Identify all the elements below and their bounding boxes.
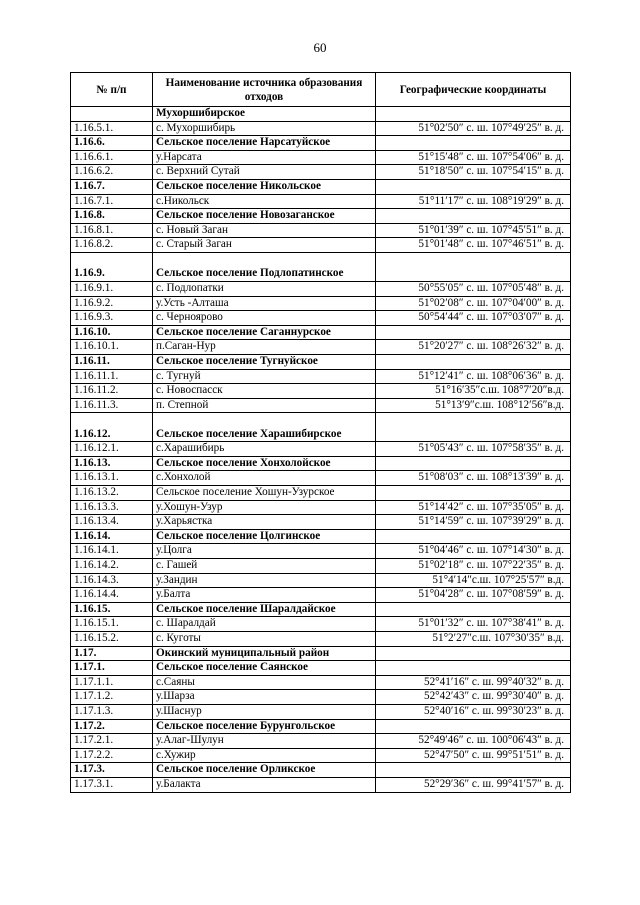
row-number: 1.16.13.: [71, 456, 153, 471]
row-coordinates: 51°2′27″с.ш. 107°30′35″ в.д.: [376, 632, 571, 647]
header-coordinates: Географические координаты: [376, 73, 571, 107]
row-coordinates: 52°49′46″ с. ш. 100°06′43″ в. д.: [376, 734, 571, 749]
row-source-name: с.Харашибирь: [153, 442, 376, 457]
row-coordinates: 51°02′18″ с. ш. 107°22′35″ в. д.: [376, 559, 571, 574]
row-coordinates: 52°40′16″ с. ш. 99°30′23″ в. д.: [376, 704, 571, 719]
table-row: [71, 194, 571, 209]
row-coordinates: [376, 179, 571, 194]
row-coordinates: [376, 661, 571, 676]
row-coordinates: [376, 252, 571, 281]
row-number: 1.16.10.1.: [71, 340, 153, 355]
table-row: [71, 632, 571, 647]
row-source-name: с. Подлопатки: [153, 281, 376, 296]
row-number: 1.16.11.2.: [71, 384, 153, 399]
row-number: 1.16.8.2.: [71, 238, 153, 253]
row-coordinates: 51°20′27″ с. ш. 108°26′32″ в. д.: [376, 340, 571, 355]
row-number: 1.16.15.2.: [71, 632, 153, 647]
row-coordinates: 50°54′44″ с. ш. 107°03′07″ в. д.: [376, 311, 571, 326]
row-number: 1.17.1.2.: [71, 690, 153, 705]
row-source-name: с. Старый Заган: [153, 238, 376, 253]
row-coordinates: 51°08′03″ с. ш. 108°13′39″ в. д.: [376, 471, 571, 486]
row-source-name: у.Цолга: [153, 544, 376, 559]
row-source-name: у.Алаг-Шулун: [153, 734, 376, 749]
row-number: 1.16.12.1.: [71, 442, 153, 457]
row-coordinates: 51°04′28″ с. ш. 107°08′59″ в. д.: [376, 588, 571, 603]
row-source-name: с. Тугнуй: [153, 369, 376, 384]
table-row: [71, 471, 571, 486]
table-row: [71, 456, 571, 471]
row-source-name: у.Зандин: [153, 573, 376, 588]
row-source-name: Окинский муниципальный район: [153, 646, 376, 661]
row-coordinates: 52°41′16″ с. ш. 99°40′32″ в. д.: [376, 675, 571, 690]
table-row: [71, 748, 571, 763]
row-number: 1.16.11.: [71, 354, 153, 369]
row-number: 1.16.6.2.: [71, 165, 153, 180]
row-number: 1.16.15.: [71, 602, 153, 617]
row-number: 1.16.13.3.: [71, 500, 153, 515]
row-source-name: у.Шарза: [153, 690, 376, 705]
row-coordinates: [376, 209, 571, 224]
table-row: [71, 398, 571, 413]
table-row: [71, 675, 571, 690]
table-row: [71, 442, 571, 457]
row-coordinates: 51°05′43″ с. ш. 107°58′35″ в. д.: [376, 442, 571, 457]
row-coordinates: [376, 107, 571, 122]
row-number: 1.16.13.4.: [71, 515, 153, 530]
row-coordinates: [376, 136, 571, 151]
row-coordinates: [376, 719, 571, 734]
row-source-name: с. Мухоршибирь: [153, 121, 376, 136]
row-source-name: с. Гашей: [153, 559, 376, 574]
row-source-name: Сельское поселение Харашибирское: [153, 413, 376, 442]
row-coordinates: [376, 529, 571, 544]
table-row: [71, 646, 571, 661]
row-source-name: п. Степной: [153, 398, 376, 413]
table-row: [71, 150, 571, 165]
row-number: 1.16.6.: [71, 136, 153, 151]
table-row: [71, 763, 571, 778]
table-row: [71, 573, 571, 588]
row-source-name: с.Хонхолой: [153, 471, 376, 486]
table-row: [71, 544, 571, 559]
table-row: [71, 354, 571, 369]
table-row: [71, 719, 571, 734]
row-number: 1.16.8.1.: [71, 223, 153, 238]
row-number: 1.16.14.2.: [71, 559, 153, 574]
row-source-name: Сельское поселение Саганнурское: [153, 325, 376, 340]
row-number: 1.16.11.1.: [71, 369, 153, 384]
table-body: [71, 107, 571, 793]
row-source-name: у.Балакта: [153, 777, 376, 792]
row-coordinates: [376, 456, 571, 471]
row-number: 1.16.8.: [71, 209, 153, 224]
row-source-name: Сельское поселение Никольское: [153, 179, 376, 194]
table-row: [71, 340, 571, 355]
row-number: 1.17.2.1.: [71, 734, 153, 749]
row-coordinates: 51°12′41″ с. ш. 108°06′36″ в. д.: [376, 369, 571, 384]
table-row: [71, 252, 571, 281]
table-row: [71, 369, 571, 384]
row-number: 1.16.9.: [71, 252, 153, 281]
row-source-name: Сельское поселение Бурунгольское: [153, 719, 376, 734]
row-coordinates: 51°15′48″ с. ш. 107°54′06″ в. д.: [376, 150, 571, 165]
row-source-name: с. Черноярово: [153, 311, 376, 326]
page-number: 60: [313, 40, 327, 55]
row-coordinates: 51°18′50″ с. ш. 107°54′15″ в. д.: [376, 165, 571, 180]
row-coordinates: [376, 763, 571, 778]
row-coordinates: 51°01′39″ с. ш. 107°45′51″ в. д.: [376, 223, 571, 238]
row-number: 1.17.3.: [71, 763, 153, 778]
row-number: 1.16.11.3.: [71, 398, 153, 413]
row-coordinates: [376, 486, 571, 501]
table-row: [71, 617, 571, 632]
row-number: 1.16.7.1.: [71, 194, 153, 209]
row-coordinates: [376, 325, 571, 340]
row-source-name: у.Нарсата: [153, 150, 376, 165]
table-header-row: [71, 73, 571, 107]
row-coordinates: 51°11′17″ с. ш. 108°19′29″ в. д.: [376, 194, 571, 209]
row-coordinates: 52°42′43″ с. ш. 99°30′40″ в. д.: [376, 690, 571, 705]
table-row: [71, 296, 571, 311]
row-source-name: у.Усть -Алташа: [153, 296, 376, 311]
row-number: 1.16.9.1.: [71, 281, 153, 296]
row-number: 1.16.10.: [71, 325, 153, 340]
table-row: [71, 107, 571, 122]
table-row: [71, 486, 571, 501]
table-row: [71, 223, 571, 238]
row-source-name: Сельское поселение Тугнуйское: [153, 354, 376, 369]
row-source-name: с. Куготы: [153, 632, 376, 647]
row-source-name: Мухоршибирское: [153, 107, 376, 122]
row-coordinates: 51°01′32″ с. ш. 107°38′41″ в. д.: [376, 617, 571, 632]
row-coordinates: 52°29′36″ с. ш. 99°41′57″ в. д.: [376, 777, 571, 792]
table-row: [71, 529, 571, 544]
row-coordinates: [376, 354, 571, 369]
row-number: 1.16.14.4.: [71, 588, 153, 603]
row-source-name: Сельское поселение Нарсатуйское: [153, 136, 376, 151]
row-source-name: у.Балта: [153, 588, 376, 603]
table-row: [71, 311, 571, 326]
table-row: [71, 179, 571, 194]
row-number: 1.16.14.: [71, 529, 153, 544]
row-source-name: Сельское поселение Цолгинское: [153, 529, 376, 544]
row-coordinates: [376, 602, 571, 617]
row-number: 1.17.2.2.: [71, 748, 153, 763]
row-coordinates: 51°04′46″ с. ш. 107°14′30″ в. д.: [376, 544, 571, 559]
table-row: [71, 384, 571, 399]
table-row: [71, 325, 571, 340]
row-coordinates: 51°16′35″с.ш. 108°7′20″в.д.: [376, 384, 571, 399]
row-coordinates: 51°01′48″ с. ш. 107°46′51″ в. д.: [376, 238, 571, 253]
row-source-name: с.Саяны: [153, 675, 376, 690]
row-source-name: с. Новый Заган: [153, 223, 376, 238]
table-row: [71, 734, 571, 749]
row-number: 1.17.1.1.: [71, 675, 153, 690]
table-row: [71, 136, 571, 151]
row-number: 1.16.13.1.: [71, 471, 153, 486]
row-number: 1.17.: [71, 646, 153, 661]
row-number: 1.17.3.1.: [71, 777, 153, 792]
table-row: [71, 238, 571, 253]
row-source-name: Сельское поселение Шаралдайское: [153, 602, 376, 617]
row-number: 1.16.12.: [71, 413, 153, 442]
row-source-name: Сельское поселение Новозаганское: [153, 209, 376, 224]
table-row: [71, 515, 571, 530]
row-number: 1.16.9.3.: [71, 311, 153, 326]
row-number: 1.16.13.2.: [71, 486, 153, 501]
row-coordinates: 51°02′08″ с. ш. 107°04′00″ в. д.: [376, 296, 571, 311]
row-source-name: Сельское поселение Подлопатинское: [153, 252, 376, 281]
row-source-name: Сельское поселение Саянское: [153, 661, 376, 676]
row-source-name: с.Никольск: [153, 194, 376, 209]
row-source-name: у.Харьястка: [153, 515, 376, 530]
table-row: [71, 559, 571, 574]
row-coordinates: 51°14′42″ с. ш. 107°35′05″ в. д.: [376, 500, 571, 515]
table-row: [71, 777, 571, 792]
table-row: [71, 413, 571, 442]
table-row: [71, 704, 571, 719]
row-number: 1.16.6.1.: [71, 150, 153, 165]
row-source-name: Сельское поселение Орликское: [153, 763, 376, 778]
row-source-name: с. Верхний Сутай: [153, 165, 376, 180]
row-number: [71, 107, 153, 122]
table-row: [71, 500, 571, 515]
table-row: [71, 209, 571, 224]
row-number: 1.16.15.1.: [71, 617, 153, 632]
header-number: № п/п: [71, 73, 153, 107]
table-row: [71, 661, 571, 676]
row-coordinates: 52°47′50″ с. ш. 99°51′51″ в. д.: [376, 748, 571, 763]
table-row: [71, 165, 571, 180]
row-number: 1.17.1.: [71, 661, 153, 676]
row-coordinates: [376, 646, 571, 661]
row-coordinates: [376, 413, 571, 442]
table-row: [71, 690, 571, 705]
table-row: [71, 588, 571, 603]
row-source-name: с. Новоспасск: [153, 384, 376, 399]
coordinates-table: [70, 72, 571, 793]
table-row: [71, 121, 571, 136]
row-number: 1.16.7.: [71, 179, 153, 194]
row-source-name: у.Шаснур: [153, 704, 376, 719]
row-source-name: с.Хужир: [153, 748, 376, 763]
table-row: [71, 281, 571, 296]
row-coordinates: 51°02′50″ с. ш. 107°49′25″ в. д.: [376, 121, 571, 136]
row-coordinates: 51°14′59″ с. ш. 107°39′29″ в. д.: [376, 515, 571, 530]
row-source-name: Сельское поселение Хонхолойское: [153, 456, 376, 471]
row-number: 1.17.1.3.: [71, 704, 153, 719]
row-number: 1.17.2.: [71, 719, 153, 734]
row-source-name: у.Хошун-Узур: [153, 500, 376, 515]
row-number: 1.16.5.1.: [71, 121, 153, 136]
row-coordinates: 51°13′9″с.ш. 108°12′56″в.д.: [376, 398, 571, 413]
row-source-name: Сельское поселение Хошун-Узурское: [153, 486, 376, 501]
row-number: 1.16.9.2.: [71, 296, 153, 311]
row-coordinates: 51°4′14″с.ш. 107°25′57″ в.д.: [376, 573, 571, 588]
header-source-name: Наименование источника образования отходов: [153, 73, 376, 107]
row-source-name: п.Саган-Нур: [153, 340, 376, 355]
table-row: [71, 602, 571, 617]
row-number: 1.16.14.1.: [71, 544, 153, 559]
row-source-name: с. Шаралдай: [153, 617, 376, 632]
row-coordinates: 50°55′05″ с. ш. 107°05′48″ в. д.: [376, 281, 571, 296]
row-number: 1.16.14.3.: [71, 573, 153, 588]
